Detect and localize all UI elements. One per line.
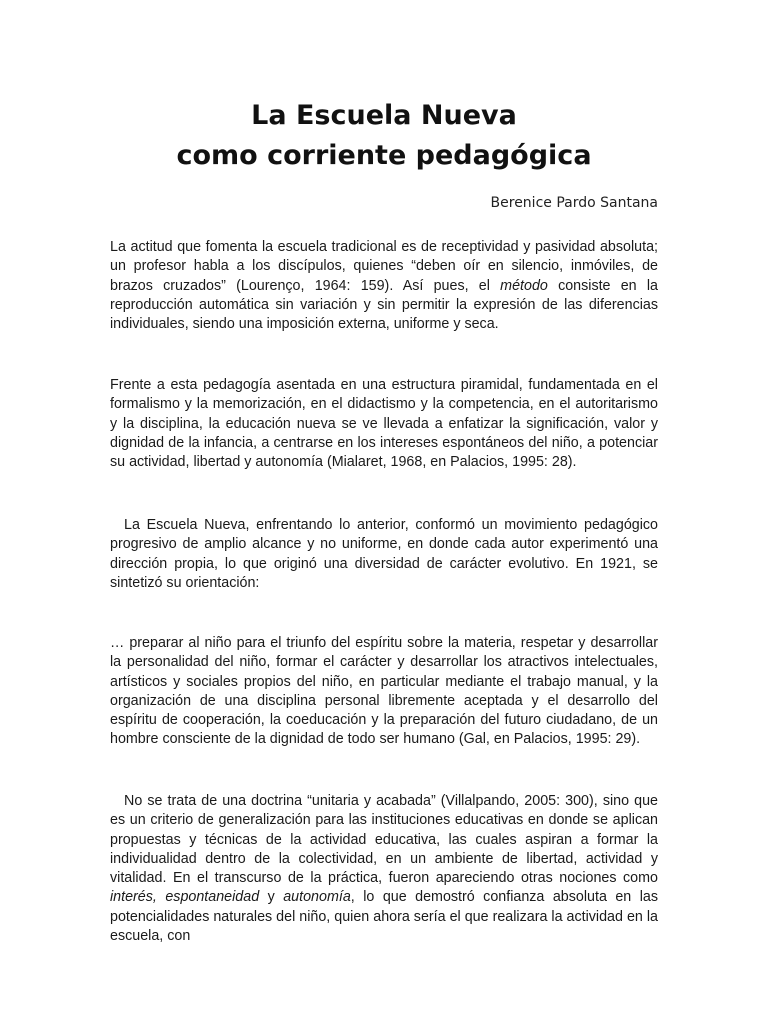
title-line-2: como corriente pedagógica — [176, 140, 592, 171]
block-quote: … preparar al niño para el triunfo del espíritu sobre la materia, respetar y desarrollar la personalidad del niño, formar el carácter y desarrollar los atractivos intelectuales, artísticos y sociales propios del niño, en particular mediante el trabajo manual, y la organización de una disciplina personal libremente aceptada y el desarrollo del espíritu de cooperación, la coeducación y la preparación del futuro ciudadano, de un hombre consciente de la dignidad de todo ser humano (Gal, en Palacios, 1995: 29). — [110, 635, 658, 748]
paragraph-1 — [110, 238, 658, 334]
author-name: Berenice Pardo Santana — [490, 195, 658, 211]
paragraph-5 — [110, 792, 658, 946]
paragraph-1-text-a: La actitud que fomenta la escuela tradicional es de receptividad y pasividad absoluta; un profesor habla a los discípulos, quienes “deben oír en silencio, inmóviles, de brazos cruzados” (Lourenço, 1964: 159). Así pues, el — [110, 239, 658, 294]
paragraph-3: La Escuela Nueva, enfrentando lo anterior, conformó un movimiento pedagógico progresivo de amplio alcance y no uniforme, en donde cada autor experimentó una dirección propia, lo que originó una diversidad de carácter evolutivo. En 1921, se sintetizó su orientación: — [110, 517, 658, 591]
paragraph-1-emphasis: método — [500, 277, 548, 294]
paragraph-5-emphasis-1: interés, espontaneidad — [110, 889, 260, 906]
paragraph-5-text-c: , lo que demostró confianza absoluta en las potencialidades naturales del niño, quien ahora sería el que realizara la actividad en la escuela, con — [110, 889, 658, 945]
paragraph-5-text-b: y — [259, 889, 284, 906]
title-line-1: La Escuela Nueva — [251, 100, 517, 131]
paragraph-1-text-b: consiste en la reproducción automática sin variación y sin permitir la expresión de las diferencias individuales, siendo una imposición externa, uniforme y seca. — [110, 277, 658, 333]
paragraph-5-emphasis-2: autonomía — [283, 889, 351, 906]
document-title — [0, 96, 768, 176]
paragraph-2: Frente a esta pedagogía asentada en una estructura piramidal, fundamentada en el formalismo y la memorización, en el didactismo y la competencia, en el autoritarismo y la disciplina, la educación nueva se ve llevada a enfatizar la significación, valor y dignidad de la infancia, a centrarse en los intereses espontáneos del niño, a potenciar su actividad, libertad y autonomía (Mialaret, 1968, en Palacios, 1995: 28). — [110, 377, 658, 471]
paragraph-5-text-a: No se trata de una doctrina “unitaria y acabada” (Villalpando, 2005: 300), sino que es un criterio de generalización para las instituciones educativas en donde se aplican propuestas y técnicas de la actividad educativa, las cuales aspiran a formar la individualidad dentro de la colectividad, en un ambiente de libertad, actividad y vitalidad. En el transcurso de la práctica, fueron apareciendo otras nociones como — [110, 793, 658, 887]
